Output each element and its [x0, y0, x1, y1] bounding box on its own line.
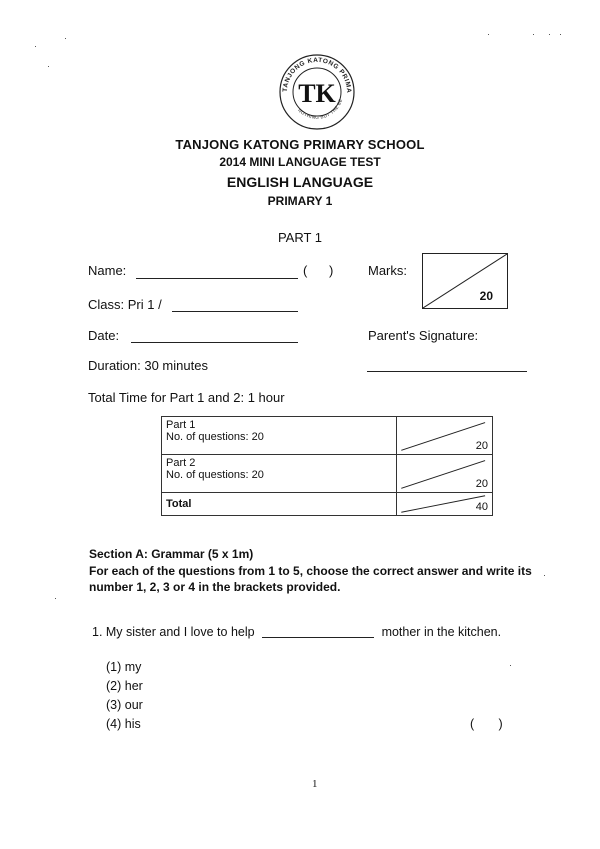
answer-bracket[interactable]: ( ): [470, 717, 503, 731]
section-a-instructions: For each of the questions from 1 to 5, choose the correct answer and write its number 1, 2, 3 or 4 in the brackets provided.: [89, 564, 532, 594]
marks-summary-table: [161, 416, 493, 516]
class-label: Class: Pri 1 /: [88, 297, 162, 312]
scan-speck: [65, 38, 66, 39]
table-cell-part: [162, 455, 397, 493]
duration-text: Duration: 30 minutes: [88, 358, 208, 373]
subject-title: ENGLISH LANGUAGE: [226, 174, 374, 190]
date-label: Date:: [88, 328, 120, 343]
logo-motto: NOTHING BUT THE BE: [297, 98, 344, 120]
parent-signature-field[interactable]: [367, 371, 527, 372]
logo-ring-text: TANJONG KATONG PRIMA: [281, 56, 353, 94]
scan-speck: [48, 66, 49, 67]
question-1-text-end: mother in the kitchen.: [381, 625, 502, 639]
table-row: [162, 417, 493, 455]
date-field[interactable]: [131, 342, 298, 343]
part-title-cell: Part 1: [166, 419, 196, 431]
scan-speck: [488, 34, 489, 35]
name-field[interactable]: [136, 278, 298, 279]
scan-speck: [549, 34, 550, 35]
marks-box[interactable]: [422, 253, 508, 309]
total-max: 40: [475, 501, 488, 513]
score-max: 20: [475, 478, 488, 490]
option-1: (1) my: [106, 660, 142, 674]
question-1-text-start: 1. My sister and I love to help: [92, 625, 255, 639]
table-row-total: [162, 493, 493, 516]
table-row: [162, 455, 493, 493]
option-2: (2) her: [106, 679, 143, 693]
table-cell-part: [162, 417, 397, 455]
diagonal-line-icon: [423, 254, 507, 308]
part-title: PART 1: [277, 230, 323, 245]
class-field[interactable]: [172, 311, 298, 312]
scan-speck: [55, 598, 56, 599]
total-label: Total: [162, 493, 397, 516]
school-crest-icon: [272, 52, 362, 132]
scan-speck: [533, 34, 534, 35]
register-number-field[interactable]: ( ): [303, 263, 334, 278]
section-a-title: Section A: Grammar (5 x 1m): [89, 547, 254, 561]
school-name: TANJONG KATONG PRIMARY SCHOOL: [175, 137, 425, 152]
school-logo: [272, 52, 362, 132]
question-1-blank: [262, 637, 374, 638]
page-number: 1: [312, 778, 318, 790]
score-max: 20: [475, 440, 488, 452]
part-title-cell: Part 2: [166, 457, 196, 469]
scan-speck: [544, 575, 545, 576]
marks-label: Marks:: [368, 263, 407, 278]
score-cell[interactable]: [397, 455, 493, 493]
total-score-cell[interactable]: [397, 493, 493, 516]
scan-speck: [510, 665, 511, 666]
option-4: (4) his: [106, 717, 141, 731]
level-title: PRIMARY 1: [267, 194, 333, 208]
scan-speck: [35, 46, 36, 47]
name-label: Name:: [88, 263, 127, 278]
score-cell[interactable]: [397, 417, 493, 455]
total-time-text: Total Time for Part 1 and 2: 1 hour: [88, 390, 285, 405]
scan-speck: [560, 34, 561, 35]
part-questions-cell: No. of questions: 20: [166, 469, 264, 481]
logo-letters: TK: [298, 79, 336, 108]
test-title: 2014 MINI LANGUAGE TEST: [219, 155, 381, 169]
part-questions-cell: No. of questions: 20: [166, 431, 264, 443]
question-1: [92, 625, 501, 639]
parent-signature-label: Parent's Signature:: [368, 328, 479, 343]
option-3: (3) our: [106, 698, 143, 712]
marks-total: 20: [479, 289, 493, 303]
